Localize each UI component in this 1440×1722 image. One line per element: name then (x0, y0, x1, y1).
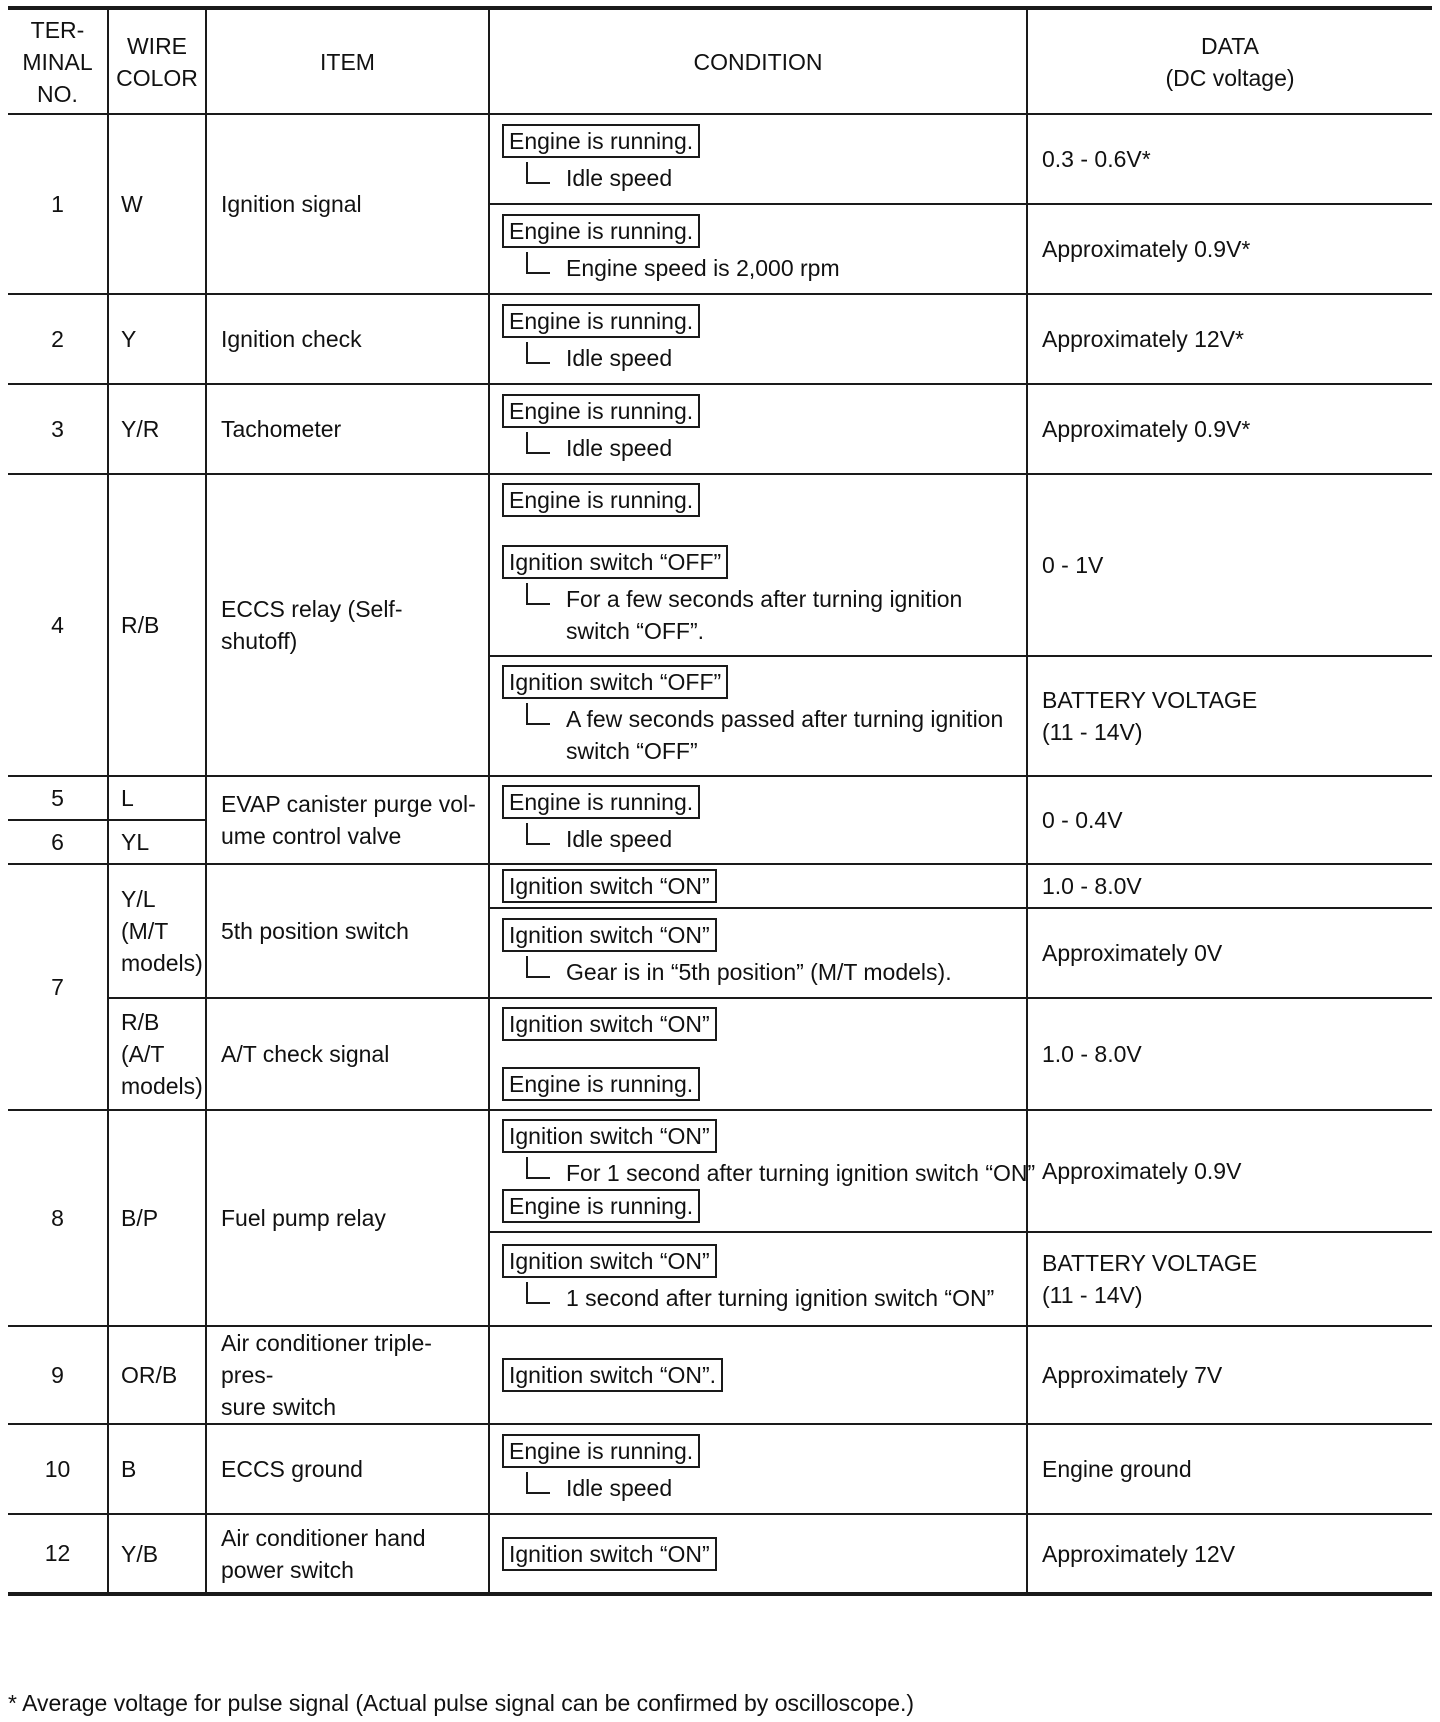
data-value: Approximately 0.9V* (1027, 384, 1432, 474)
condition-box: Engine is running. (502, 214, 700, 248)
condition-box: Ignition switch “ON” (502, 869, 717, 903)
condition-box: Ignition switch “ON” (502, 918, 717, 952)
condition-box: Ignition switch “ON” (502, 1537, 717, 1571)
data-value: 1.0 - 8.0V (1027, 998, 1432, 1110)
wire-color: B/P (108, 1110, 206, 1326)
wire-color: Y/B (108, 1514, 206, 1594)
wire-color: YL (108, 820, 206, 864)
condition-cell (489, 384, 1027, 474)
condition-box: Ignition switch “OFF” (502, 665, 728, 699)
condition-cell (489, 864, 1027, 908)
terminal-no: 5 (8, 776, 108, 820)
condition-detail: Idle speed (522, 432, 1020, 464)
table-row (8, 1110, 1432, 1232)
condition-box: Ignition switch “ON” (502, 1007, 717, 1041)
terminal-no: 7 (8, 864, 108, 1110)
table-header-row (8, 8, 1432, 114)
condition-detail: Gear is in “5th position” (M/T models). (522, 956, 1020, 988)
table-row (8, 384, 1432, 474)
header-wire-color: WIRE COLOR (108, 8, 206, 114)
condition-cell (489, 1110, 1036, 1232)
condition-detail: Idle speed (522, 162, 1020, 194)
wire-color: Y/L (M/T models) (108, 864, 206, 998)
terminal-no: 4 (8, 474, 108, 776)
table-row (8, 1424, 1432, 1514)
data-value: BATTERY VOLTAGE (11 - 14V) (1027, 1232, 1432, 1326)
terminal-no: 3 (8, 384, 108, 474)
footnote: * Average voltage for pulse signal (Actual pulse signal can be confirmed by oscilloscope.) (8, 1690, 915, 1716)
terminal-no: 8 (8, 1110, 108, 1326)
table-row (8, 474, 1432, 656)
wire-color: R/B (108, 474, 206, 776)
condition-box: Engine is running. (502, 483, 700, 517)
condition-cell (489, 776, 1027, 864)
header-condition: CONDITION (489, 8, 1027, 114)
wire-color: B (108, 1424, 206, 1514)
wire-color: Y (108, 294, 206, 384)
condition-box: Ignition switch “ON” (502, 1244, 717, 1278)
data-value: Approximately 7V (1027, 1326, 1432, 1424)
condition-box: Engine is running. (502, 1434, 700, 1468)
data-value: Approximately 0.9V (1027, 1110, 1432, 1232)
table-row (8, 114, 1432, 204)
item-name: Fuel pump relay (206, 1110, 489, 1326)
condition-cell (489, 1232, 1027, 1326)
data-value: Engine ground (1027, 1424, 1432, 1514)
condition-cell (489, 1514, 1027, 1594)
condition-detail: Idle speed (522, 342, 1020, 374)
condition-box: Ignition switch “OFF” (502, 545, 728, 579)
data-value: 0 - 1V (1027, 474, 1432, 656)
terminal-no: 2 (8, 294, 108, 384)
item-name: ECCS ground (206, 1424, 489, 1514)
condition-box: Engine is running. (502, 304, 700, 338)
condition-detail: Idle speed (522, 823, 1020, 855)
condition-cell (489, 294, 1027, 384)
item-name: Ignition signal (206, 114, 489, 294)
condition-cell (489, 114, 1027, 204)
condition-detail: A few seconds passed after turning ignition switch “OFF” (522, 703, 1020, 767)
item-name: Air conditioner triple-pres- sure switch (206, 1326, 489, 1424)
data-value: 0 - 0.4V (1027, 776, 1432, 864)
data-value: Approximately 0.9V* (1027, 204, 1432, 294)
condition-box: Ignition switch “ON”. (502, 1358, 723, 1392)
condition-detail: For a few seconds after turning ignition switch “OFF”. (522, 583, 1020, 647)
terminal-no: 9 (8, 1326, 108, 1424)
wire-color: W (108, 114, 206, 294)
item-name: EVAP canister purge vol- ume control valve (206, 776, 489, 864)
wire-color: R/B (A/T models) (108, 998, 206, 1110)
condition-box: Engine is running. (502, 394, 700, 428)
terminal-no: 1 (8, 114, 108, 294)
header-data: DATA (DC voltage) (1027, 8, 1432, 114)
condition-box: Ignition switch “ON” (502, 1119, 717, 1153)
item-name: 5th position switch (206, 864, 489, 998)
data-value: 1.0 - 8.0V (1027, 864, 1432, 908)
wire-color: L (108, 776, 206, 820)
data-value: Approximately 12V (1027, 1514, 1432, 1594)
table-row (8, 1514, 1432, 1594)
condition-cell (489, 204, 1027, 294)
item-name: Ignition check (206, 294, 489, 384)
condition-box: Engine is running. (502, 785, 700, 819)
table-row (8, 998, 1432, 1110)
item-name: ECCS relay (Self-shutoff) (206, 474, 489, 776)
ecm-terminal-table (8, 6, 1432, 1596)
wire-color: Y/R (108, 384, 206, 474)
data-value: Approximately 12V* (1027, 294, 1432, 384)
item-name: A/T check signal (206, 998, 489, 1110)
table-row (8, 294, 1432, 384)
condition-cell (489, 1326, 1027, 1424)
terminal-no: 12 (8, 1514, 108, 1594)
header-item: ITEM (206, 8, 489, 114)
condition-box: Engine is running. (502, 1067, 700, 1101)
wire-color: OR/B (108, 1326, 206, 1424)
terminal-no: 10 (8, 1424, 108, 1514)
condition-box: Engine is running. (502, 124, 700, 158)
condition-cell (489, 1424, 1027, 1514)
data-value: BATTERY VOLTAGE (11 - 14V) (1027, 656, 1432, 776)
terminal-data-document (8, 6, 1432, 1596)
data-value: Approximately 0V (1027, 908, 1432, 998)
condition-detail: 1 second after turning ignition switch “ON” (522, 1282, 1020, 1314)
condition-box: Engine is running. (502, 1189, 700, 1223)
table-row (8, 1326, 1432, 1424)
condition-cell (489, 908, 1027, 998)
terminal-no: 6 (8, 820, 108, 864)
condition-detail: For 1 second after turning ignition switch “ON” (522, 1157, 1020, 1189)
condition-cell (489, 998, 1027, 1110)
item-name: Tachometer (206, 384, 489, 474)
condition-cell (489, 474, 1027, 656)
condition-cell (489, 656, 1027, 776)
table-row (8, 776, 1432, 820)
table-row (8, 864, 1432, 908)
condition-detail: Idle speed (522, 1472, 1020, 1504)
data-value: 0.3 - 0.6V* (1027, 114, 1432, 204)
condition-detail: Engine speed is 2,000 rpm (522, 252, 1020, 284)
header-terminal-no: TER- MINAL NO. (8, 8, 108, 114)
item-name: Air conditioner hand power switch (206, 1514, 489, 1594)
